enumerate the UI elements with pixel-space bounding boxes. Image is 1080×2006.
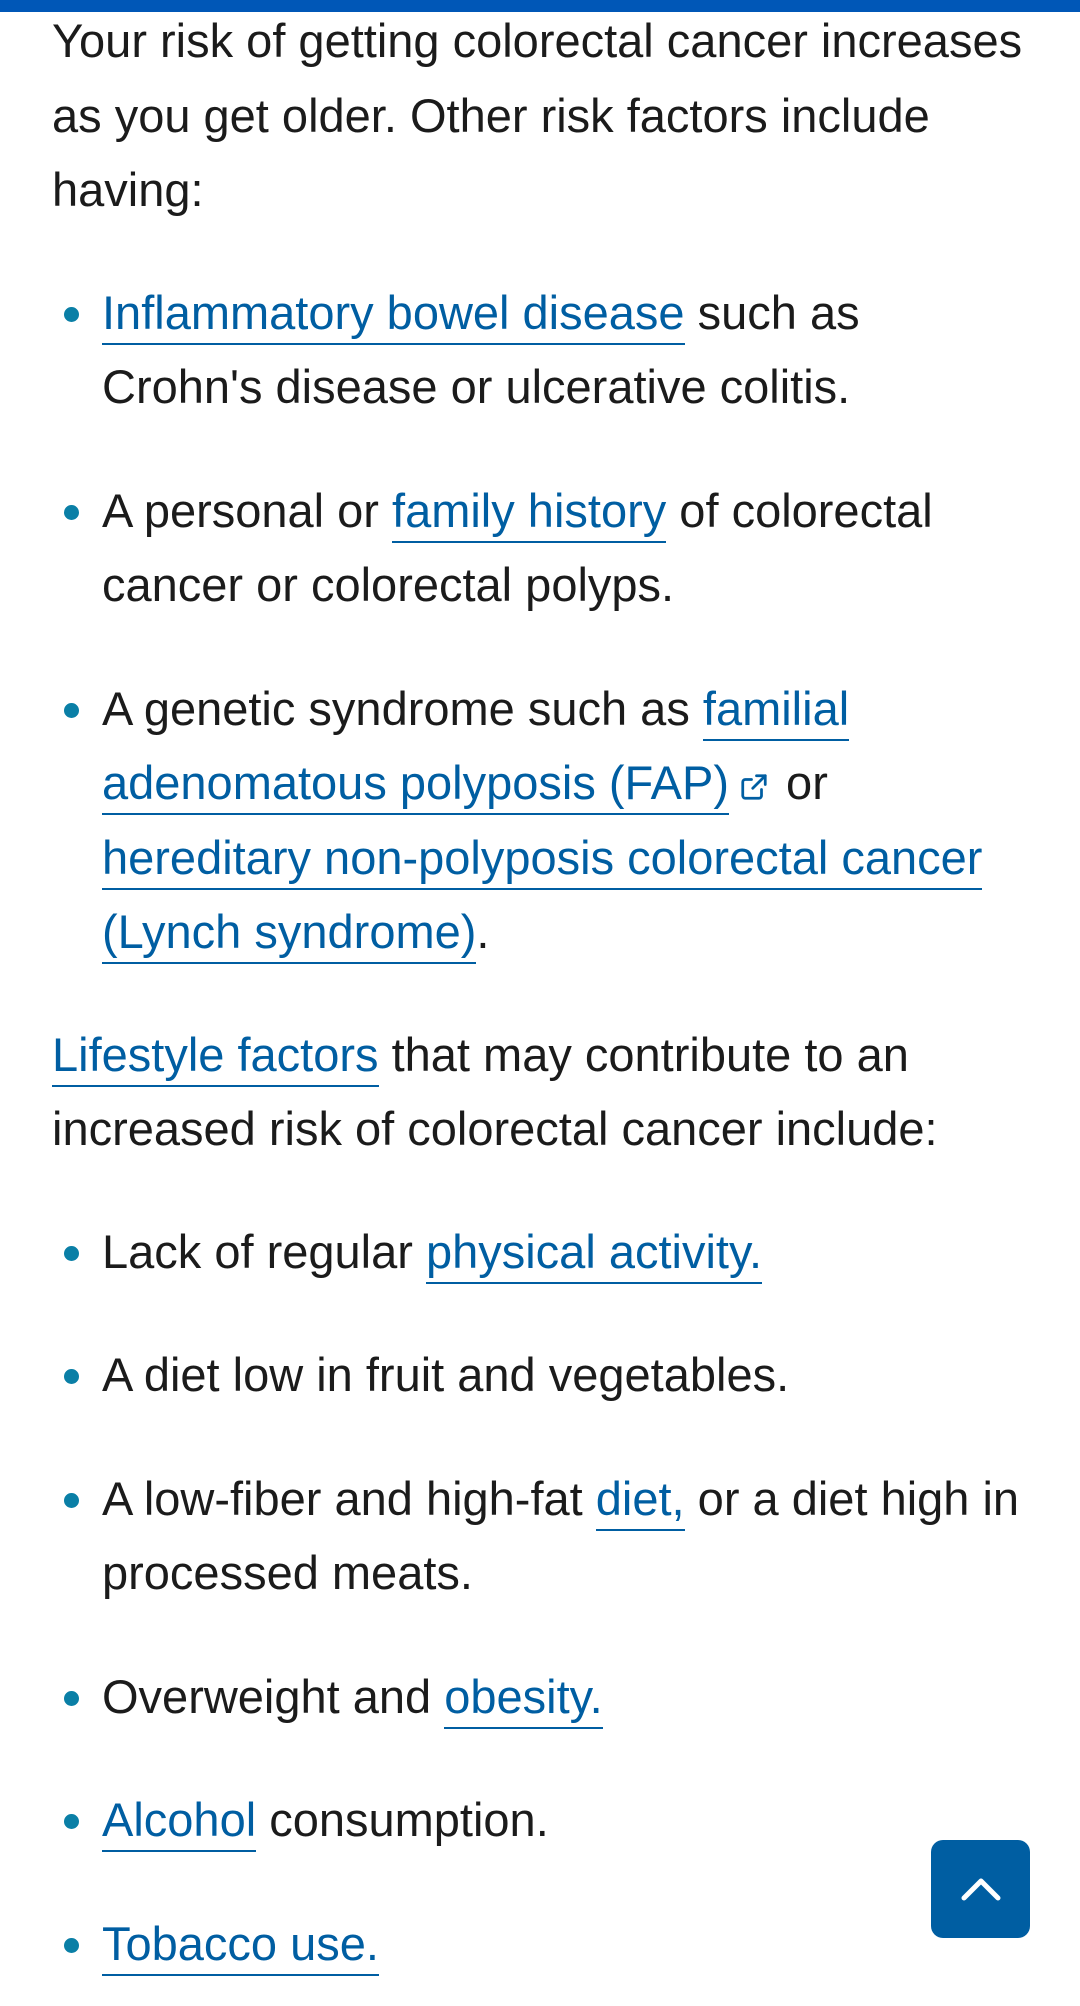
list-item: Overweight and obesity. xyxy=(52,1660,1032,1735)
list-item: Inflammatory bowel disease such as Crohn's disease or ulcerative colitis. xyxy=(52,276,1032,425)
bullet-icon xyxy=(64,307,79,322)
lifestyle-factors-link[interactable]: Lifestyle factors xyxy=(52,1028,379,1087)
bullet-icon xyxy=(64,1938,79,1953)
family-history-link[interactable]: family history xyxy=(392,484,666,543)
tobacco-use-link[interactable]: Tobacco use. xyxy=(102,1917,379,1976)
chevron-up-icon xyxy=(960,1876,1002,1902)
list-item: A personal or family history of colorectal cancer or colorectal polyps. xyxy=(52,474,1032,623)
bullet-icon xyxy=(64,703,79,718)
bullet-icon xyxy=(64,1691,79,1706)
list-item xyxy=(52,1907,1032,1982)
lynch-syndrome-link[interactable]: hereditary non-polyposis colorectal cancer (Lynch syndrome) xyxy=(102,831,982,965)
bullet-icon xyxy=(64,1369,79,1384)
article-content xyxy=(52,4,1032,1981)
physical-activity-link[interactable]: physical activity. xyxy=(426,1225,762,1284)
bullet-icon xyxy=(64,1814,79,1829)
obesity-link[interactable]: obesity. xyxy=(444,1670,603,1729)
diet-link[interactable]: diet, xyxy=(596,1472,685,1531)
fap-link[interactable]: familial adenomatous polyposis (FAP) xyxy=(102,682,849,816)
bullet-icon xyxy=(64,1246,79,1261)
bullet-icon xyxy=(64,1493,79,1508)
back-to-top-button[interactable] xyxy=(931,1840,1030,1938)
list-item: Alcohol consumption. xyxy=(52,1783,1032,1858)
intro-paragraph: Your risk of getting colorectal cancer increases as you get older. Other risk factors include having: xyxy=(52,14,1023,216)
list-item: A low-fiber and high-fat diet, or a diet high in processed meats. xyxy=(52,1462,1032,1611)
lifestyle-paragraph: Lifestyle factors that may contribute to an increased risk of colorectal cancer include: xyxy=(52,1027,938,1155)
list-item: Lack of regular physical activity. xyxy=(52,1215,1032,1290)
risk-factors-list xyxy=(52,276,1032,970)
alcohol-link[interactable]: Alcohol xyxy=(102,1793,256,1852)
inflammatory-bowel-disease-link[interactable]: Inflammatory bowel disease xyxy=(102,286,685,345)
lifestyle-factors-list xyxy=(52,1215,1032,1982)
list-item: A genetic syndrome such as familial adenomatous polyposis (FAP) or hereditary non-polyposis colorectal cancer (Lynch syndrome). xyxy=(52,672,1032,970)
bullet-icon xyxy=(64,505,79,520)
list-item: A diet low in fruit and vegetables. xyxy=(52,1338,1032,1413)
external-link-icon[interactable] xyxy=(739,772,769,802)
